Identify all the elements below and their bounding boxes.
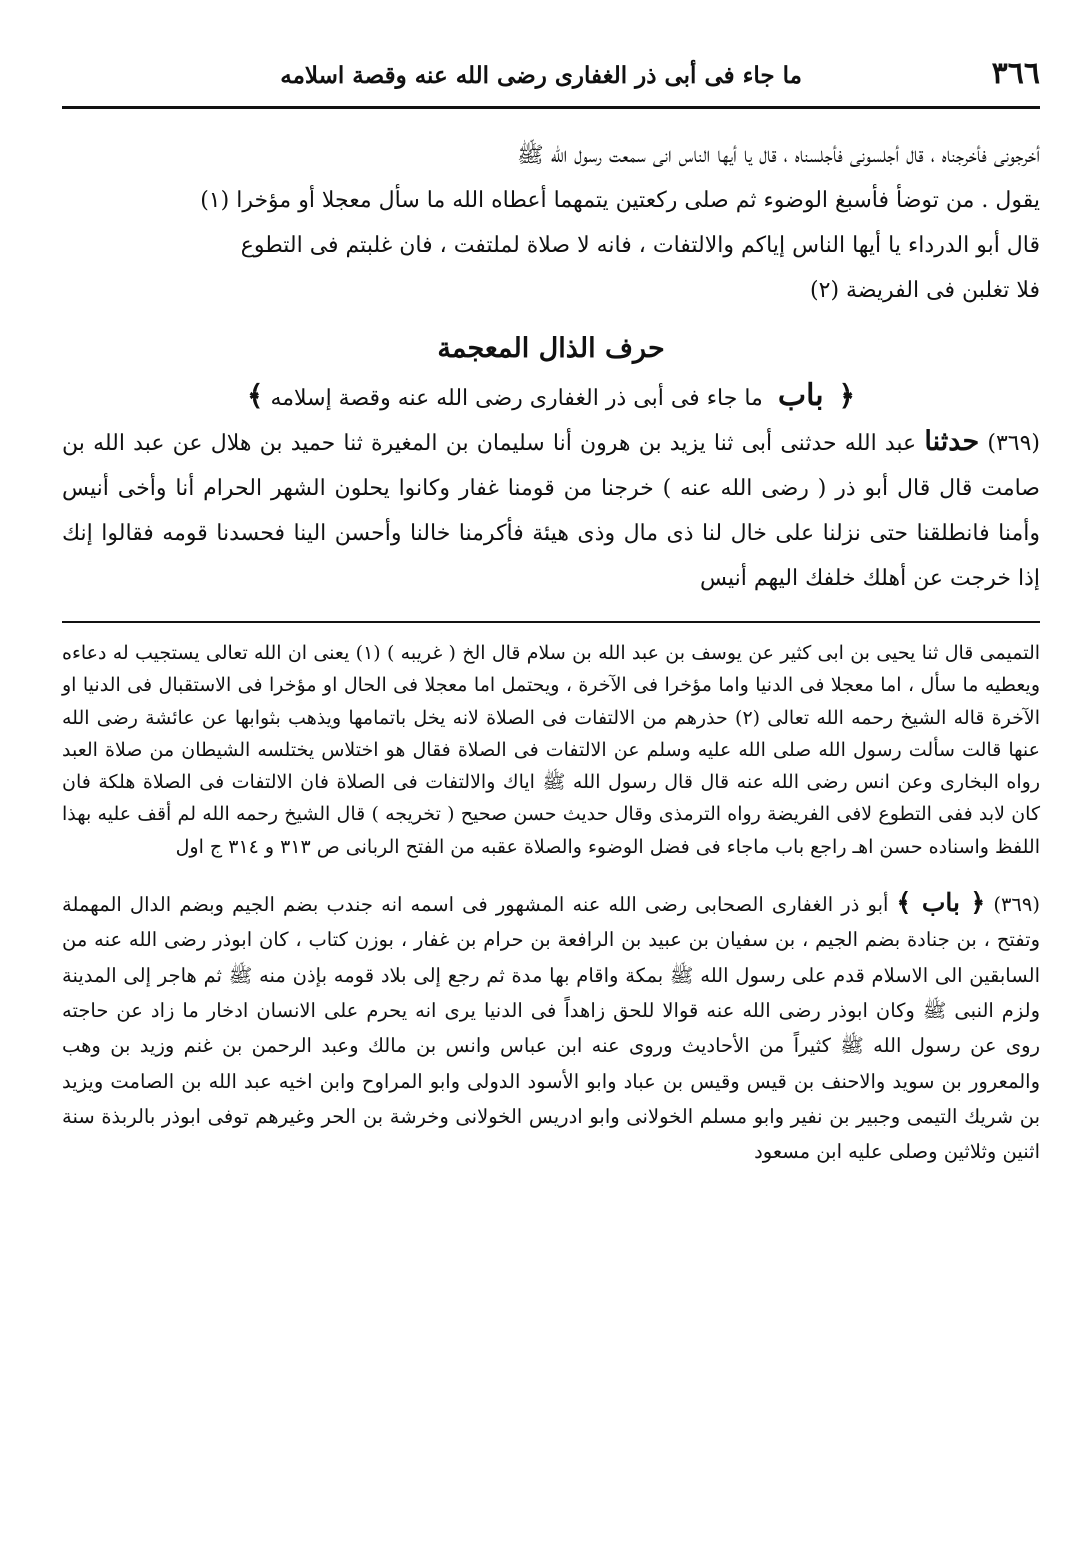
text-line: فلا تغلبن فى الفريضة (٢) — [810, 278, 1040, 303]
text-line: أخرجونى فأخرجناه ، قال أجلسونى فأجلسناه ، قال يا أيها الناس انى سمعت رسول الله ﷺ — [517, 143, 1040, 168]
book-page — [62, 52, 1040, 1522]
open-bracket: ﴿ — [838, 379, 855, 412]
section-heading: حرف الذال المعجمة — [437, 333, 665, 364]
biography-note — [62, 885, 1040, 1169]
hadith-paragraph — [62, 419, 1040, 601]
close-bracket: ﴾ — [247, 379, 264, 412]
biography-bab-label: ﴿ باب ﴾ — [896, 888, 986, 918]
page-header — [62, 52, 1040, 109]
chapter-title: ما جاء فى أبى ذر الغفارى رضى الله عنه وقصة إسلامه — [270, 386, 763, 411]
text-line: قال أبو الدرداء يا أيها الناس إياكم والالتفات ، فانه لا صلاة لملتفت ، فان غلبتم فى التطوع — [240, 233, 1040, 258]
haddathana-word: حدثنا — [924, 426, 980, 457]
biography-number: (٣٦٩) — [993, 893, 1040, 917]
page-number: ٣٦٦ — [991, 56, 1040, 91]
footnotes: التميمى قال ثنا يحيى بن ابى كثير عن يوسف بن عبد الله بن سلام قال الخ ( غريبه ) (١) يعنى ان الله تعالى يستجيب له دعاءه ويعطيه ما سأل ، اما معجلا فى الدنيا واما مؤخرا فى الآخرة ، ويحتمل اما معجلا فى الحال او مؤخرا فى الاستقبال فى الدنيا او الآخرة قاله الشيخ رحمه الله تعالى (٢) حذرهم من الالتفات فى الصلاة لانه يخل باتمامها ويذهب بثوابها عن عائشة رضى الله عنها قالت سألت رسول الله صلى الله عليه وسلم عن الالتفات فى الصلاة فقال هو اختلاس يختلسه الشيطان من صلاة العبد رواه البخارى وعن انس رضى الله عنه قال قال رسول الله ﷺ اياك والالتفات فى الصلاة فان الالتفات فى الصلاة هلكة فان كان لابد ففى التطوع لافى الفريضة رواه الترمذى وقال حديث حسن صحيح ( تخريجه ) قال الشيخ رحمه الله لم أقف عليه بهذا اللفظ واسناده حسن اهـ راجع باب ماجاء فى فضل الوضوء والصلاة عقبه من الفتح الربانى ص ٣١٣ و ٣١٤ ج اول — [62, 642, 1041, 858]
hadith-number: (٣٦٩) — [987, 431, 1040, 456]
bab-label: باب — [777, 378, 824, 413]
running-title: ما جاء فى أبى ذر الغفارى رضى الله عنه وقصة اسلامه — [280, 62, 802, 89]
chapter-heading — [62, 378, 1040, 413]
biography-text: أبو ذر الغفارى الصحابى رضى الله عنه المشهور فى اسمه انه جندب بضم الجيم وبضم الدال المهملة وتفتح ، بن جنادة بضم الجيم ، بن سفيان بن عبيد بن الرافعة بن حرام بن غفار ، بوزن كتاب ، كان ابوذر رضى الله عنه من السابقين الى الاسلام قدم على رسول الله ﷺ بمكة واقام بها مدة ثم رجع إلى بلاد قومه بإذن منه ﷺ ثم هاجر إلى المدينة ولزم النبى ﷺ وكان ابوذر رضى الله عنه قوالا للحق زاهداً فى الدنيا يرى انه يحرم على الانسان ادخار ما زاد عن حاجته روى عن رسول الله ﷺ كثيراً من الأحاديث وروى عنه ابن عباس وانس بن مالك وعبد الرحمن بن غنم وزيد بن وهب والمعرور بن سويد والاحنف بن قيس وقيس بن عباد وابو الأسود الدولى وابو المراوح وابن اخيه عبد الله بن الصامت ويزيد بن شريك التيمى وجبير بن نفير وابو مسلم الخولانى وابو ادريس الخولانى وخرشة بن الحر وغيرهم توفى ابوذر بالربذة سنة اثنين وثلاثين وصلى عليه ابن مسعود — [62, 893, 1040, 1164]
footnote-divider — [62, 621, 1040, 623]
continued-hadith-text — [62, 133, 1040, 313]
hadith-text: عبد الله حدثنى أبى ثنا يزيد بن هرون أنا سليمان بن المغيرة ثنا حميد بن هلال عن عبد الله بن صامت قال قال أبو ذر ( رضى الله عنه ) خرجنا من قومنا غفار وكانوا يحلون الشهر الحرام أنا وأخى أنيس وأمنا فانطلقنا حتى نزلنا على خال لنا ذى مال وذى هيئة فأكرمنا خالنا وأحسن الينا فحسدنا قومه فقالوا إنك إذا خرجت عن أهلك خلفك اليهم أنيس — [62, 431, 1040, 591]
text-line: يقول . من توضأ فأسبغ الوضوء ثم صلى ركعتين يتمهما أعطاه الله ما سأل معجلا أو مؤخرا (١) — [200, 188, 1040, 213]
